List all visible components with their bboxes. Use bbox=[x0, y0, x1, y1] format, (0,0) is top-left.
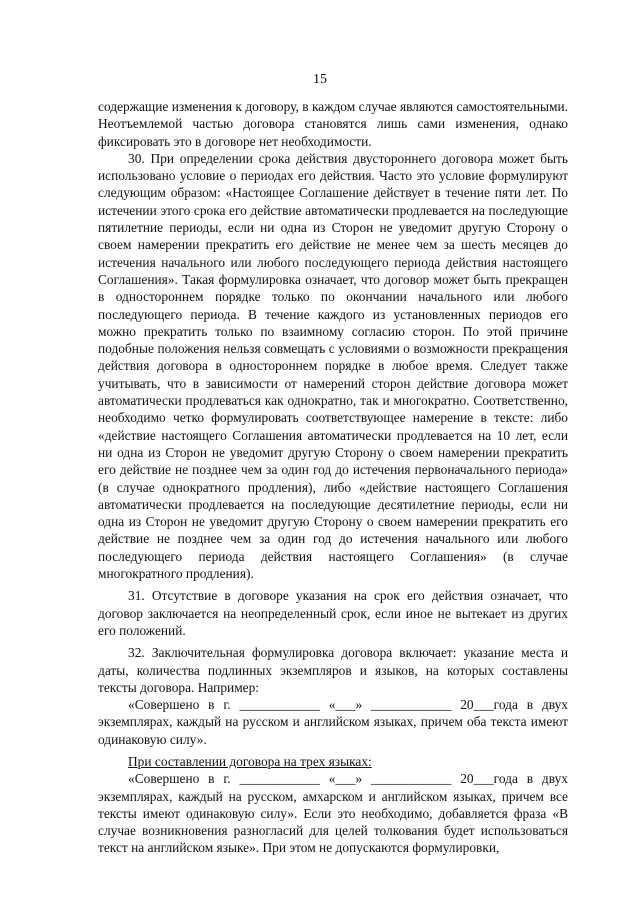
body-text bbox=[98, 98, 568, 857]
paragraph-continuation: содержащие изменения к договору, в каждом случае являются самостоятельными. Неотъемлемой частью договора становятся лишь сами изменения, однако фиксировать это в договоре нет необходимости. bbox=[98, 99, 568, 149]
three-languages-heading bbox=[98, 753, 568, 770]
page-number: 15 bbox=[313, 72, 327, 87]
paragraph-31: 31. Отсутствие в договоре указания на срок его действия означает, что договор заключается на неопределенный срок, если иное не вытекает из других его положений. bbox=[98, 588, 568, 638]
example-quote-two-languages: «Совершено в г. ____________ «___» ____________ 20___года в двух экземплярах, каждый на русском и английском языках, причем оба текста имеют одинаковую силу». bbox=[98, 697, 568, 747]
three-languages-heading-text: При составлении договора на трех языках: bbox=[128, 753, 372, 769]
example-quote-three-languages: «Совершено в г. ____________ «___» ____________ 20___года в двух экземплярах, каждый на русском, амхарском и английском языках, причем все тексты имеют одинаковую силу». Если это необходимо, добавляется фраза «В случае возникновения разногласий для целей толкования будет использоваться текст на английском языке». При этом не допускаются формулировки, bbox=[98, 771, 568, 856]
paragraph-30: 30. При определении срока действия двустороннего договора может быть использовано условие о периодах его действия. Часто это условие формулируют следующим образом: «Настоящее Соглашение действует в течение пяти лет. По истечении этого срока его действие автоматически продлевается на последующие пятилетние периоды, если ни одна из Сторон не уведомит другую Сторону о своем намерении прекратить его действие не менее чем за шесть месяцев до истечения начального или любого последующего периода действия настоящего Соглашения». Такая формулировка означает, что договор может быть прекращен в одностороннем порядке только по окончании начального или любого последующего периода. В течение каждого из установленных периодов его можно прекратить только по взаимному согласию сторон. По этой причине подобные положения нельзя совмещать с условиями о возможности прекращения действия договора в одностороннем порядке в любое время. Следует также учитывать, что в зависимости от намерений сторон действие договора может автоматически продлеваться как однократно, так и многократно. Соответственно, необходимо четко формулировать соответствующее намерение в тексте: либо «действие настоящего Соглашения автоматически продлевается на 10 лет, если ни одна из Сторон не уведомит другую Сторону о своем намерении прекратить его действие не позднее чем за один год до истечения первоначального периода» (в случае однократного продления), либо «действие настоящего Соглашения автоматически продлевается на последующие десятилетние периоды, если ни одна из Сторон не уведомит другую Сторону о своем намерении прекратить его действие не позднее чем за один год до истечения начального или любого последующего периода действия настоящего Соглашения» (в случае многократного продления). bbox=[98, 150, 568, 582]
paragraph-32: 32. Заключительная формулировка договора включает: указание места и даты, количества подлинных экземпляров и языков, на которых составлены тексты договора. Например: bbox=[98, 645, 568, 695]
